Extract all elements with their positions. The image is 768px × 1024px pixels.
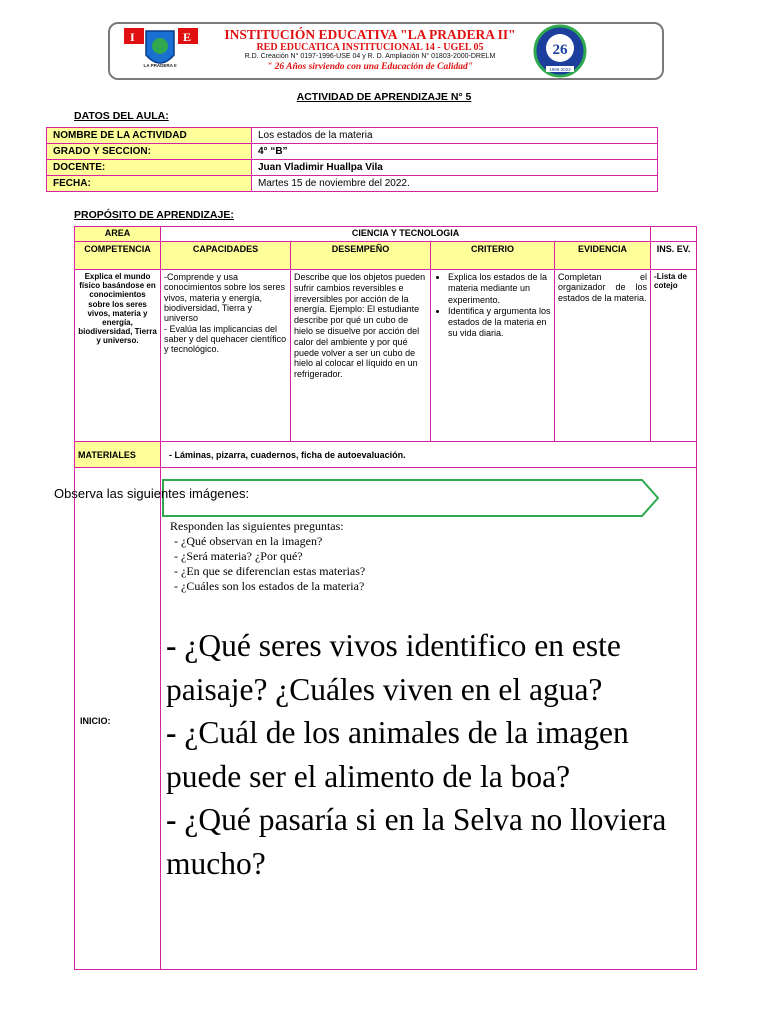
header-capacidades: CAPACIDADES [161,242,291,270]
header-evidencia: EVIDENCIA [555,242,651,270]
table-row [47,128,658,144]
big-questions [166,624,691,885]
big-question [166,624,691,711]
datos-value: Martes 15 de noviembre del 2022. [252,176,658,192]
big-question [166,711,691,798]
criterio-cell [431,270,555,442]
responden-label: Responden las siguientes preguntas: [170,519,344,533]
evidencia-cell: Completan el organizador de los estados de la materia. [555,270,651,442]
pregunta-item: - ¿En que se diferencian estas materias? [174,564,366,578]
school-network: RED EDUCATICA INSTITUCIONAL 14 - UGEL 05 [256,42,484,53]
proposito-label: PROPÓSITO DE APRENDIZAJE: [74,209,234,221]
datos-key: NOMBRE DE LA ACTIVIDAD [47,128,252,144]
table-row [75,442,697,468]
school-logo-left [118,25,202,75]
materiales-value: - Láminas, pizarra, cuadernos, ficha de autoevaluación. [161,442,697,468]
big-question-text: ¿Qué seres vivos identifico en este paisaje? ¿Cuáles viven en el agua? [166,628,621,707]
table-row [47,160,658,176]
big-question-text: ¿Qué pasaría si en la Selva no lloviera mucho? [166,802,667,881]
datos-value: Los estados de la materia [252,128,658,144]
logo-left-caption: LA PRADERA II [143,63,177,68]
preguntas-block [170,519,365,594]
big-question-text: ¿Cuál de los animales de la imagen puede ser el alimento de la boa? [166,715,629,794]
datos-key: FECHA: [47,176,252,192]
header-criterio: CRITERIO [431,242,555,270]
datos-value: 4° “B” [252,144,658,160]
dash: - [166,802,177,837]
table-row [47,144,658,160]
table-row [75,227,697,242]
header-competencia: COMPETENCIA [75,242,161,270]
capacidad-item: - Evalúa las implicancias del saber y del quehacer científico y tecnológico. [164,323,287,355]
datos-value: Juan Vladimir Huallpa Vila [252,160,658,176]
criterio-item: • Explica los estados de la materia mediante un experimento. [448,272,551,306]
header-ins-ev: INS. EV. [651,242,697,270]
datos-table [46,127,658,192]
badge-number: 26 [552,42,568,58]
dash: - [166,715,177,750]
pregunta-item: - ¿Qué observan en la imagen? [174,534,323,548]
school-title: INSTITUCIÓN EDUCATIVA "LA PRADERA II" [224,27,516,42]
table-row [75,270,697,442]
activity-title: ACTIVIDAD DE APRENDIZAJE N° 5 [296,91,472,103]
competencia-cell: Explica el mundo físico basándose en conocimientos sobre los seres vivos, materia y energía, biodiversidad, Tierra y universo. [75,270,161,442]
big-question [166,798,691,885]
ins-ev-cell: -Lista de cotejo [651,270,697,442]
school-resolution: R.D. Creación N° 0197-1996-USE 04 y R. D. Ampliación N° 01803-2000-DRELM [244,53,496,60]
svg-text:I: I [130,30,135,44]
pregunta-item: - ¿Cuáles son los estados de la materia? [174,579,365,593]
empty-cell [651,227,697,242]
table-row [47,176,658,192]
materiales-label: MATERIALES [75,442,161,468]
datos-key: DOCENTE: [47,160,252,176]
datos-label: DATOS DEL AULA: [74,110,169,122]
criterio-item: • Identifica y argumenta los estados de la materia en su vida diaria. [448,306,551,340]
area-header: AREA [75,227,161,242]
datos-key: GRADO Y SECCION: [47,144,252,160]
dash: - [166,628,177,663]
anniversary-badge [532,24,588,78]
observa-heading: Observa las siguientes imágenes: [54,486,250,501]
capacidad-item: -Comprende y usa conocimientos sobre los seres vivos, materia y energía, biodiversidad, Tierra y universo [164,272,286,324]
area-value: CIENCIA Y TECNOLOGIA [161,227,651,242]
header-desempeno: DESEMPEÑO [291,242,431,270]
pregunta-item: - ¿Será materia? ¿Por qué? [174,549,303,563]
capacidades-cell [161,270,291,442]
svg-text:E: E [183,30,192,44]
badge-caption: 1996-2022 [549,67,571,72]
desempeno-cell: Describe que los objetos pueden sufrir cambios reversibles e irreversibles por acción de la energía. Ejemplo: El estudiante describe por qué un cubo de hielo se disuelve por acción del calor del ambiente y por qué puede volver a ser un cubo de hielo al colocar el líquido en un refrigerador. [291,270,431,442]
table-row [75,242,697,270]
inicio-label: INICIO: [80,716,111,726]
school-motto: " 26 Años sirviendo con una Educación de Calidad" [266,62,474,72]
